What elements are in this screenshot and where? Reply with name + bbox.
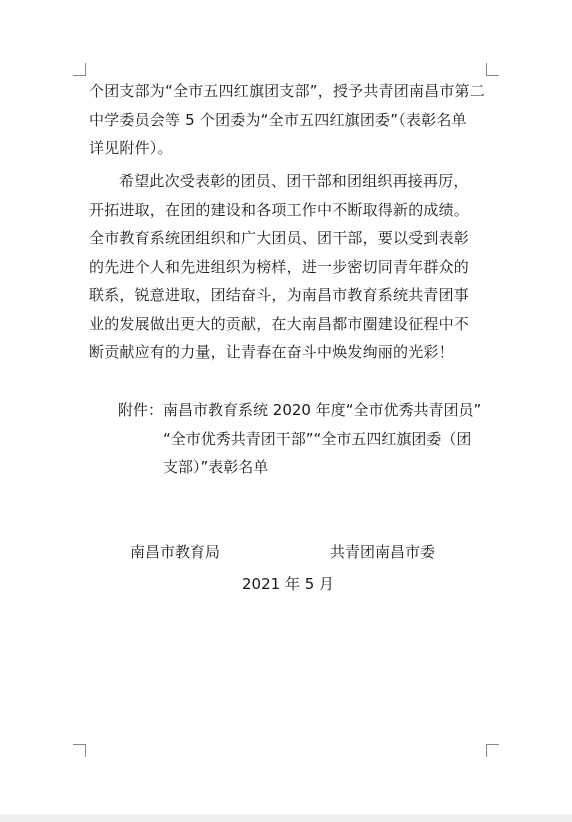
signature-youth-league-committee: 共青团南昌市委 (330, 543, 436, 561)
text-line: 全市教育系统团组织和广大团员、团干部，要以受到表彰 (89, 229, 470, 247)
text-line: 联系，锐意进取，团结奋斗，为南昌市教育系统共青团事 (89, 286, 470, 304)
paragraph-encouragement (89, 167, 499, 367)
text-line: 断贡献应有的力量，让青春在奋斗中焕发绚丽的光彩！ (89, 343, 454, 361)
text-line: 开拓进取，在团的建设和各项工作中不断取得新的成绩。 (89, 200, 470, 219)
page-bottom-margin (0, 814, 572, 822)
text-line: 中学委员会等 5 个团委为“全市五四红旗团委”（表彰名单 (89, 110, 467, 129)
crop-mark-top-left (73, 63, 86, 76)
text-line: 的先进个人和先进组织为榜样，进一步密切同青年群众的 (89, 257, 470, 276)
paragraph-commendation-continued (89, 77, 499, 163)
document-date: 2021 年 5 月 (242, 575, 335, 593)
text-line: 个团支部为“全市五四红旗团支部”，授予共青团南昌市第二 (89, 82, 485, 100)
crop-mark-bottom-right (486, 744, 499, 757)
attachment-line: 支部）”表彰名单 (163, 458, 269, 476)
text-line: 希望此次受表彰的团员、团干部和团组织再接再厉， (119, 172, 469, 190)
attachment-line: “全市优秀共青团干部”“全市五四红旗团委（团 (163, 429, 472, 448)
crop-mark-top-right (486, 63, 499, 76)
signature-education-bureau: 南昌市教育局 (130, 543, 221, 561)
attachment-line: 附件：南昌市教育系统 2020 年度“全市优秀共青团员” (118, 401, 482, 419)
text-line: 业的发展做出更大的贡献，在大南昌都市圈建设征程中不 (89, 314, 470, 333)
attachment-note (118, 396, 481, 482)
crop-mark-bottom-left (73, 744, 86, 757)
text-line: 详见附件）。 (89, 139, 173, 157)
